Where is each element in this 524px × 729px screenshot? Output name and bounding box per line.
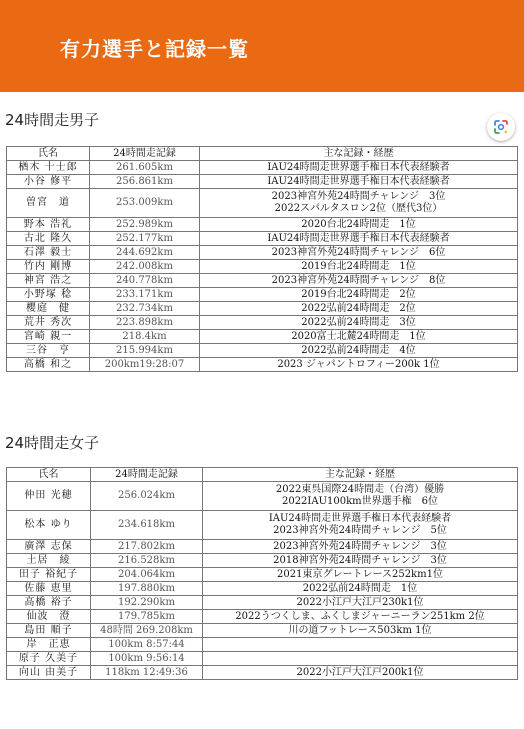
table-row <box>7 540 518 554</box>
record-value: 192.290km <box>91 596 203 610</box>
history-cell <box>203 554 518 568</box>
athlete-name: 宮崎 親一 <box>7 330 90 344</box>
athlete-name: 高橋 裕子 <box>7 596 91 610</box>
record-value: 100km 9:56:14 <box>91 652 203 666</box>
history-cell <box>200 288 518 302</box>
history-cell <box>203 596 518 610</box>
history-line: 2023 ジャパントロフィー200k 1位 <box>277 358 440 370</box>
athlete-name: 土居 綾 <box>7 554 91 568</box>
athlete-name: 廣澤 志保 <box>7 540 91 554</box>
table-row <box>7 666 518 680</box>
record-value: 244.692km <box>90 246 200 260</box>
history-cell <box>200 344 518 358</box>
athlete-name: 田子 裕紀子 <box>7 568 91 582</box>
history-cell <box>203 638 518 652</box>
history-cell <box>203 624 518 638</box>
table-header-row <box>7 147 518 161</box>
table-row <box>7 554 518 568</box>
table-row <box>7 274 518 288</box>
section-title-women: 24時間走女子 <box>5 434 100 452</box>
record-value: 100km 8:57:44 <box>91 638 203 652</box>
record-value: 256.861km <box>90 175 200 189</box>
column-header-history: 主な記録・経歴 <box>203 468 518 482</box>
table-row <box>7 232 518 246</box>
athlete-name: 竹内 剛博 <box>7 260 90 274</box>
record-value: 179.785km <box>91 610 203 624</box>
athlete-name: 原子 久美子 <box>7 652 91 666</box>
header-banner <box>0 0 524 92</box>
athlete-name: 櫻庭 健 <box>7 302 90 316</box>
lens-search-icon <box>493 119 509 135</box>
athlete-name: 野本 浩礼 <box>7 218 90 232</box>
record-value: 218.4km <box>90 330 200 344</box>
record-value: 242.008km <box>90 260 200 274</box>
table-row <box>7 161 518 175</box>
record-value: 232.734km <box>90 302 200 316</box>
record-value: 118km 12:49:36 <box>91 666 203 680</box>
record-value: 216.528km <box>91 554 203 568</box>
table-row <box>7 582 518 596</box>
athlete-name: 島田 順子 <box>7 624 91 638</box>
table-row <box>7 288 518 302</box>
athlete-name: 仙波 澄 <box>7 610 91 624</box>
men-records-table <box>6 146 518 372</box>
table-row <box>7 175 518 189</box>
column-header-name: 氏名 <box>7 468 91 482</box>
history-cell <box>200 189 518 218</box>
column-header-record: 24時間走記録 <box>90 147 200 161</box>
record-value: 200km19:28:07 <box>90 358 200 372</box>
record-value: 253.009km <box>90 189 200 218</box>
athlete-name: 荒井 秀次 <box>7 316 90 330</box>
record-value: 252.177km <box>90 232 200 246</box>
record-value: 233.171km <box>90 288 200 302</box>
athlete-name: 松本 ゆり <box>7 511 91 540</box>
athlete-name: 神宮 浩之 <box>7 274 90 288</box>
history-cell <box>200 232 518 246</box>
record-value: 256.024km <box>91 482 203 511</box>
history-line: 2022東呉国際24時間走（台湾）優勝 <box>275 484 445 495</box>
column-header-name: 氏名 <box>7 147 90 161</box>
history-cell <box>200 316 518 330</box>
history-cell <box>203 666 518 680</box>
athlete-name: 石澤 毅士 <box>7 246 90 260</box>
athlete-name: 小野塚 稔 <box>7 288 90 302</box>
history-line: 2019台北24時間走 2位 <box>301 288 416 300</box>
table-row <box>7 638 518 652</box>
history-cell <box>200 358 518 372</box>
history-line: 2022うつくしま、ふくしまジャーニーラン251km 2位 <box>235 610 485 622</box>
section-title-men: 24時間走男子 <box>5 111 100 129</box>
table-row <box>7 330 518 344</box>
history-cell <box>203 652 518 666</box>
history-line: 2018神宮外苑24時間チャレンジ 3位 <box>273 554 447 566</box>
record-value: 261.605km <box>90 161 200 175</box>
athlete-name: 古北 隆久 <box>7 232 90 246</box>
history-line: 2020台北24時間走 1位 <box>301 218 416 230</box>
page-title: 有力選手と記録一覧 <box>60 37 249 61</box>
table-row <box>7 596 518 610</box>
athlete-name: 向山 由美子 <box>7 666 91 680</box>
athlete-name: 楢木 十士郎 <box>7 161 90 175</box>
table-row <box>7 189 518 218</box>
table-row <box>7 358 518 372</box>
history-cell <box>200 175 518 189</box>
history-line: 2022弘前24時間走 3位 <box>301 316 416 328</box>
athlete-name: 佐藤 恵里 <box>7 582 91 596</box>
athlete-name: 岸 正恵 <box>7 638 91 652</box>
table-row <box>7 302 518 316</box>
history-line: 2023神宮外苑24時間チャレンジ 8位 <box>271 274 446 286</box>
column-header-record: 24時間走記録 <box>91 468 203 482</box>
women-records-table <box>6 467 518 680</box>
history-cell <box>203 610 518 624</box>
history-cell <box>200 274 518 288</box>
table-row <box>7 344 518 358</box>
table-row <box>7 610 518 624</box>
table-row <box>7 316 518 330</box>
table-row <box>7 568 518 582</box>
record-value: 234.618km <box>91 511 203 540</box>
history-line: IAU24時間走世界選手権日本代表経験者 <box>268 513 452 524</box>
history-cell <box>200 302 518 316</box>
table-row <box>7 246 518 260</box>
table-row <box>7 260 518 274</box>
athlete-name: 曽宮 道 <box>7 189 90 218</box>
record-value: 240.778km <box>90 274 200 288</box>
history-line: 2022スパルタスロン2位（歴代3位） <box>274 203 443 214</box>
history-line: 2022弘前24時間走 4位 <box>301 344 416 356</box>
athlete-name: 三谷 亨 <box>7 344 90 358</box>
history-line: 2023神宮外苑24時間チャレンジ 3位 <box>271 191 446 202</box>
history-cell <box>203 582 518 596</box>
history-cell <box>200 330 518 344</box>
history-line: 2023神宮外苑24時間チャレンジ 6位 <box>271 246 446 258</box>
history-cell <box>200 246 518 260</box>
history-line: IAU24時間走世界選手権日本代表経験者 <box>267 161 450 173</box>
history-cell <box>203 568 518 582</box>
athlete-name: 仲田 光穂 <box>7 482 91 511</box>
lens-search-button[interactable] <box>487 113 515 141</box>
history-line: 川の道フットレース503km 1位 <box>288 624 432 636</box>
history-cell <box>203 511 518 540</box>
history-line: 2022IAU100km世界選手権 6位 <box>281 496 439 507</box>
history-line: 2021東京グレートレース252km1位 <box>277 568 443 580</box>
record-value: 48時間 269.208km <box>91 624 203 638</box>
record-value: 252.989km <box>90 218 200 232</box>
history-line: IAU24時間走世界選手権日本代表経験者 <box>267 175 450 187</box>
table-row <box>7 482 518 511</box>
history-line: 2022小江戸大江戸230k1位 <box>296 596 424 608</box>
table-row <box>7 218 518 232</box>
athlete-name: 小谷 修平 <box>7 175 90 189</box>
table-row <box>7 624 518 638</box>
history-line: 2020富士北麓24時間走 1位 <box>291 330 426 342</box>
history-line: 2022弘前24時間走 1位 <box>302 582 418 594</box>
record-value: 215.994km <box>90 344 200 358</box>
history-cell <box>203 482 518 511</box>
history-cell <box>200 218 518 232</box>
history-line: IAU24時間走世界選手権日本代表経験者 <box>267 232 450 244</box>
column-header-history: 主な記録・経歴 <box>200 147 518 161</box>
history-line: 2023神宮外苑24時間チャレンジ 3位 <box>273 540 447 552</box>
history-line: 2023神宮外苑24時間チャレンジ 5位 <box>273 525 447 536</box>
history-cell <box>200 161 518 175</box>
record-value: 197.880km <box>91 582 203 596</box>
history-line: 2022弘前24時間走 2位 <box>301 302 416 314</box>
table-row <box>7 511 518 540</box>
record-value: 223.898km <box>90 316 200 330</box>
table-header-row <box>7 468 518 482</box>
history-cell <box>200 260 518 274</box>
athlete-name: 高橋 和之 <box>7 358 90 372</box>
history-line: 2022小江戸大江戸200k1位 <box>296 666 424 678</box>
record-value: 217.802km <box>91 540 203 554</box>
history-cell <box>203 540 518 554</box>
table-row <box>7 652 518 666</box>
record-value: 204.064km <box>91 568 203 582</box>
history-line: 2019台北24時間走 1位 <box>301 260 416 272</box>
